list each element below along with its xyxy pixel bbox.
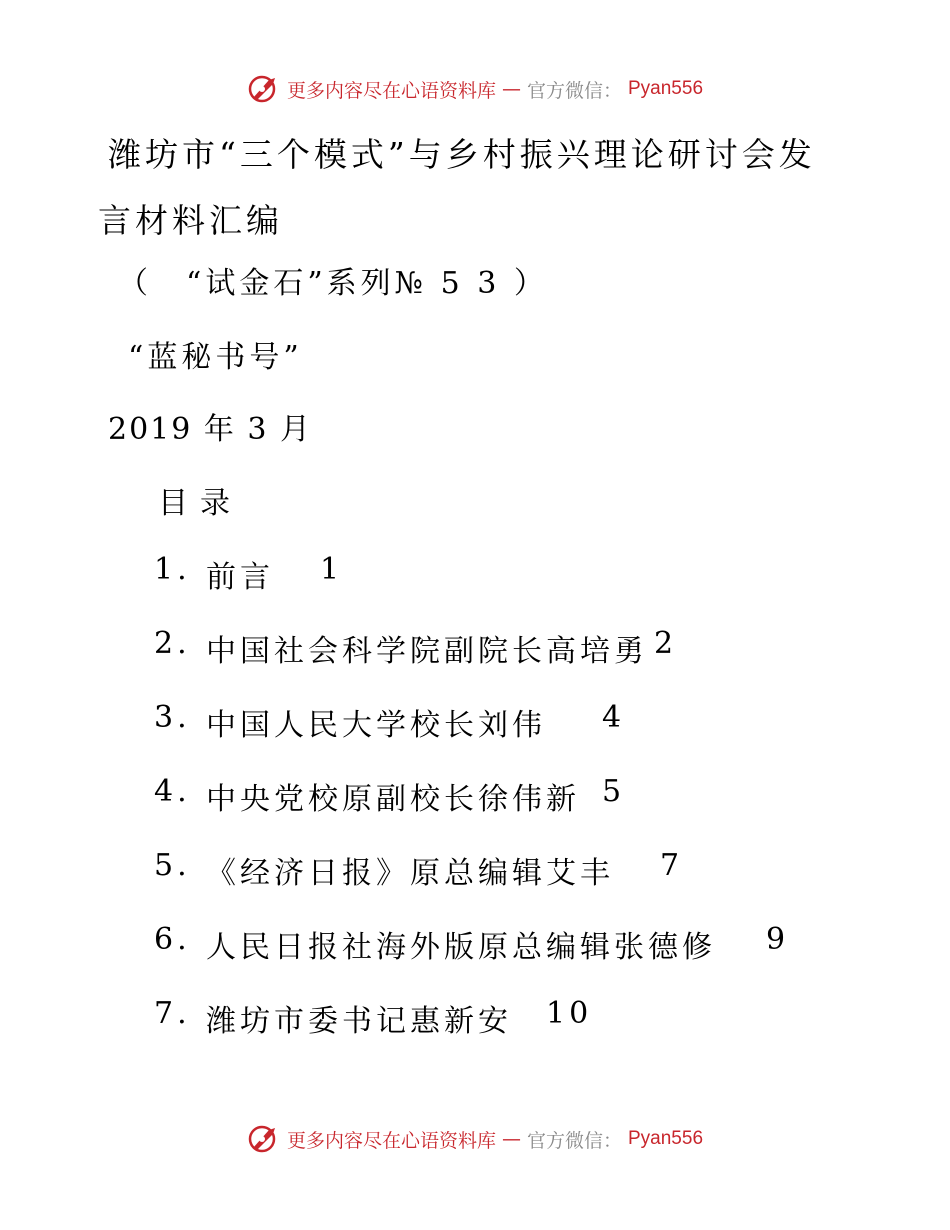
toc-item-title: 中国人民大学校长刘伟 <box>206 708 546 743</box>
toc-item-page: 7 <box>660 848 684 883</box>
toc-item[interactable] <box>154 700 789 774</box>
watermark-text: 更多内容尽在心语资料库 <box>286 79 496 102</box>
toc-item-number: 3. <box>154 700 191 735</box>
document-date: 2019 年 3 月 <box>108 412 313 447</box>
toc-item[interactable] <box>154 552 789 626</box>
watermark-wechat-id: Pyan556 <box>628 1128 704 1149</box>
watermark-dash: — <box>501 1128 521 1150</box>
watermark-dash: — <box>501 78 521 100</box>
table-of-contents <box>154 552 789 1070</box>
toc-item-page: 4 <box>602 700 626 735</box>
toc-item-title: 人民日报社海外版原总编辑张德修 <box>206 930 716 965</box>
watermark-weixin-label: 官方微信： <box>526 79 622 102</box>
document-title: 潍坊市“三个模式”与乡村振兴理论研讨会发言材料汇编 <box>98 135 816 240</box>
toc-item-number: 2. <box>154 626 191 661</box>
toc-item-page: 2 <box>654 626 678 661</box>
toc-item-page: 9 <box>766 922 790 957</box>
toc-item-title: 《经济日报》原总编辑艾丰 <box>206 856 614 891</box>
footer-watermark <box>0 1124 950 1154</box>
toc-item-number: 1. <box>154 552 191 587</box>
header-watermark <box>0 74 950 104</box>
toc-item-number: 7. <box>154 996 191 1031</box>
toc-item[interactable] <box>154 996 789 1070</box>
toc-item[interactable] <box>154 774 789 848</box>
watermark-wechat-id: Pyan556 <box>628 78 704 99</box>
publisher-label: “蓝秘书号” <box>128 340 303 375</box>
toc-heading: 目录 <box>158 486 242 521</box>
toc-item-page: 10 <box>546 996 593 1031</box>
toc-item[interactable] <box>154 922 789 996</box>
series-label: （ “试金石”系列№ 5 3 ） <box>118 266 548 301</box>
toc-item-page: 1 <box>320 552 344 587</box>
watermark-text: 更多内容尽在心语资料库 <box>286 1129 496 1152</box>
toc-item-page: 5 <box>602 774 626 809</box>
toc-item[interactable] <box>154 848 789 922</box>
toc-item-number: 4. <box>154 774 191 809</box>
toc-item-number: 5. <box>154 848 191 883</box>
toc-item-title: 前言 <box>206 560 274 595</box>
toc-item-title: 中央党校原副校长徐伟新 <box>206 782 580 817</box>
toc-item[interactable] <box>154 626 789 700</box>
toc-item-title: 中国社会科学院副院长高培勇 <box>206 634 648 669</box>
pen-nib-logo-icon <box>247 1124 281 1154</box>
pen-nib-logo-icon <box>247 74 281 104</box>
toc-item-number: 6. <box>154 922 191 957</box>
watermark-weixin-label: 官方微信： <box>526 1129 622 1152</box>
toc-item-title: 潍坊市委书记惠新安 <box>206 1004 512 1039</box>
